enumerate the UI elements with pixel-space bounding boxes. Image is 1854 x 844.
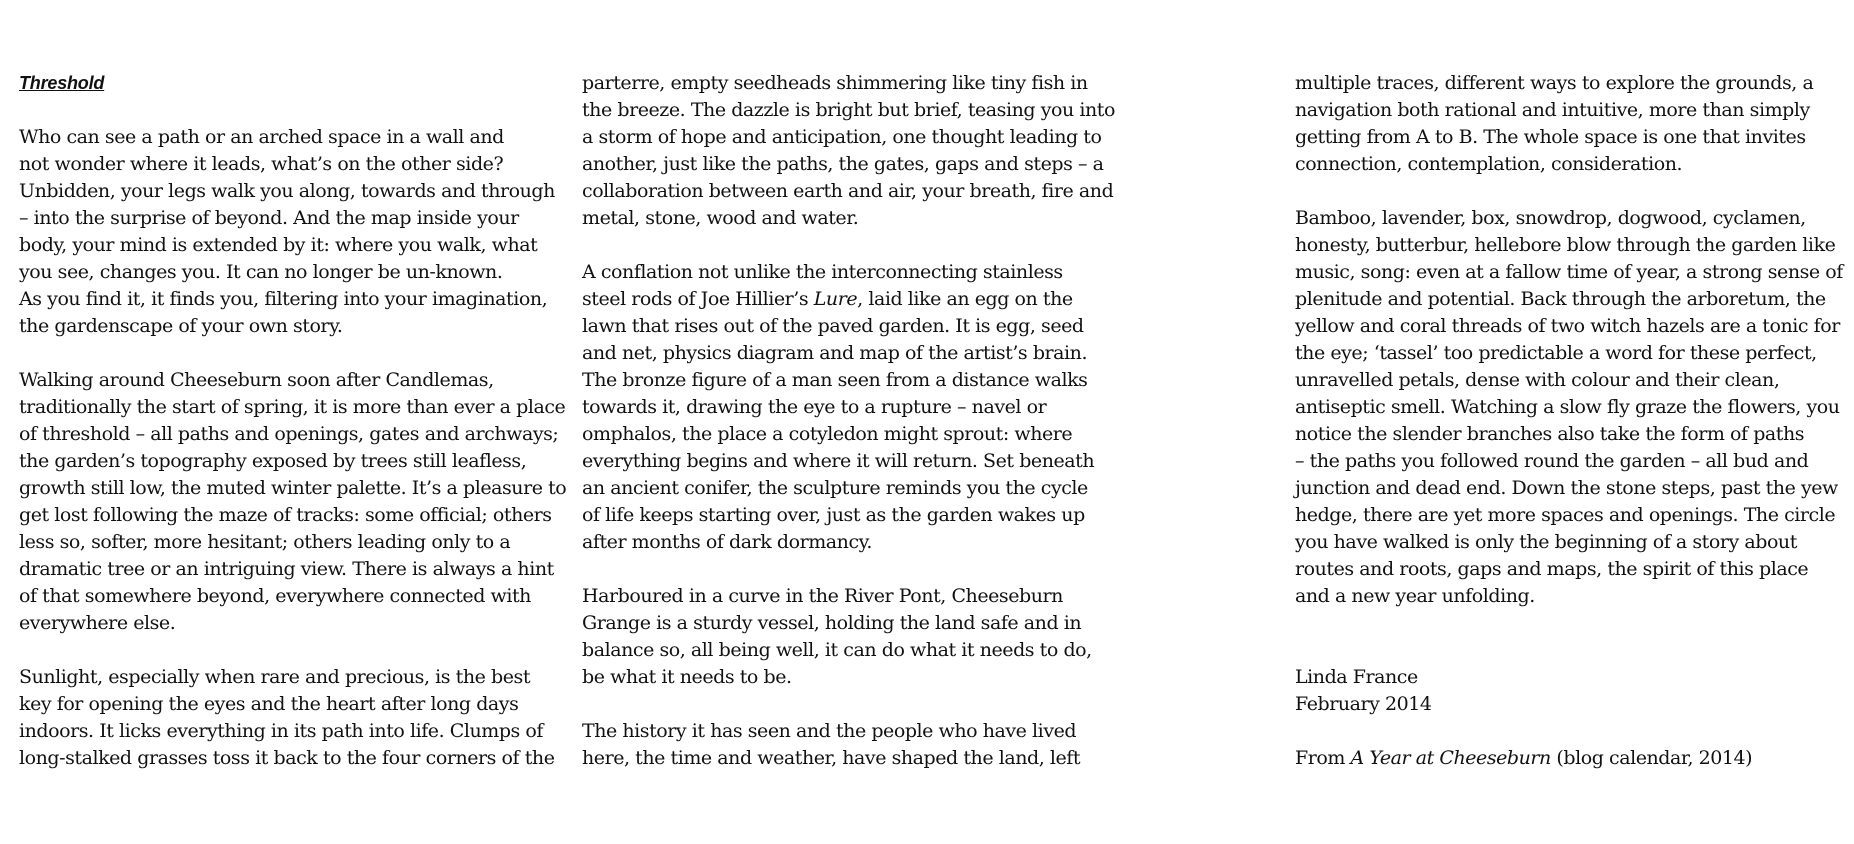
text-line: balance so, all being well, it can do what it needs to do, [582,639,1092,661]
text-line: everywhere else. [19,612,176,634]
text-segment: , laid like an egg on the [857,288,1073,310]
text-line: the garden’s topography exposed by trees still leafless, [19,450,527,472]
column-3 [1295,70,1843,799]
text-line: of life keeps starting over, just as the garden wakes up [582,504,1085,526]
publication-title: A Year at Cheeseburn [1350,747,1551,769]
source-credit [1295,745,1840,772]
text-line: here, the time and weather, have shaped the land, left [582,747,1081,769]
text-line: be what it needs to be. [582,666,792,688]
text-line: – the paths you followed round the garden – all bud and [1295,450,1809,472]
text-line: the eye; ‘tassel’ too predictable a word for these perfect, [1295,342,1817,364]
text-line: after months of dark dormancy. [582,531,873,553]
text-line: junction and dead end. Down the stone steps, past the yew [1295,477,1838,499]
text-line: Sunlight, especially when rare and precious, is the best [19,666,531,688]
paragraph [19,367,567,637]
text-line: Grange is a sturdy vessel, holding the land safe and in [582,612,1082,634]
text-segment: (blog calendar, 2014) [1550,747,1753,769]
text-line: The history it has seen and the people who have lived [582,720,1077,742]
text-line: of that somewhere beyond, everywhere connected with [19,585,531,607]
text-line: A conflation not unlike the interconnecting stainless [582,261,1063,283]
paragraph [1295,70,1840,178]
author-name: Linda France [1295,666,1418,688]
column-2 [582,70,1115,799]
text-line: antiseptic smell. Watching a slow fly graze the flowers, you [1295,396,1840,418]
text-line: collaboration between earth and air, your breath, fire and [582,180,1114,202]
text-segment: steel rods of Joe Hillier’s [582,288,814,310]
text-line: routes and roots, gaps and maps, the spirit of this place [1295,558,1809,580]
text-line: hedge, there are yet more spaces and openings. The circle [1295,504,1836,526]
text-line: the gardenscape of your own story. [19,315,343,337]
text-line: an ancient conifer, the sculpture reminds you the cycle [582,477,1088,499]
text-line: parterre, empty seedheads shimmering like tiny fish in [582,72,1088,94]
text-line: As you find it, it finds you, filtering into your imagination, [19,288,548,310]
text-line: traditionally the start of spring, it is more than ever a place [19,396,566,418]
text-line: Unbidden, your legs walk you along, towards and through [19,180,555,202]
text-line: navigation both rational and intuitive, more than simply [1295,99,1810,121]
text-line: metal, stone, wood and water. [582,207,859,229]
text-line: get lost following the maze of tracks: some official; others [19,504,552,526]
text-line: growth still low, the muted winter palette. It’s a pleasure to [19,477,567,499]
text-line: and net, physics diagram and map of the artist’s brain. [582,342,1088,364]
paragraph [582,583,1112,691]
paragraph [582,70,1115,232]
text-line: Harboured in a curve in the River Pont, Cheeseburn [582,585,1063,607]
text-line: music, song: even at a fallow time of year, a strong sense of [1295,261,1843,283]
column-1 [19,70,567,799]
text-line: you have walked is only the beginning of a story about [1295,531,1797,553]
text-segment: From [1295,747,1351,769]
text-line: the breeze. The dazzle is bright but brief, teasing you into [582,99,1115,121]
text-line: getting from A to B. The whole space is one that invites [1295,126,1806,148]
text-line: notice the slender branches also take the form of paths [1295,423,1805,445]
text-line: The bronze figure of a man seen from a distance walks [582,369,1088,391]
text-line: yellow and coral threads of two witch hazels are a tonic for [1295,315,1840,337]
text-line: not wonder where it leads, what’s on the other side? [19,153,504,175]
signature-block [1295,664,1840,718]
text-line: towards it, drawing the eye to a rupture – navel or [582,396,1047,418]
paragraph [19,664,567,772]
spacer [1295,637,1840,664]
text-line: Walking around Cheeseburn soon after Candlemas, [19,369,494,391]
text-line: multiple traces, different ways to explore the grounds, a [1295,72,1814,94]
artwork-title: Lure [813,288,858,310]
poem-title: Threshold [19,73,105,93]
text-line: another, just like the paths, the gates, gaps and steps – a [582,153,1104,175]
text-line: honesty, butterbur, hellebore blow through the garden like [1295,234,1836,256]
text-line: Bamboo, lavender, box, snowdrop, dogwood, cyclamen, [1295,207,1806,229]
text-line: a storm of hope and anticipation, one thought leading to [582,126,1102,148]
text-line: you see, changes you. It can no longer be un-known. [19,261,503,283]
text-line: indoors. It licks everything in its path into life. Clumps of [19,720,544,742]
paragraph [582,718,1112,772]
paragraph [582,259,1112,556]
paragraph [1295,205,1843,610]
text-line: less so, softer, more hesitant; others leading only to a [19,531,511,553]
date: February 2014 [1295,693,1432,715]
text-line: Who can see a path or an arched space in a wall and [19,126,504,148]
text-line: connection, contemplation, consideration. [1295,153,1683,175]
text-line [582,286,1112,313]
text-line: and a new year unfolding. [1295,585,1535,607]
text-line: – into the surprise of beyond. And the map inside your [19,207,519,229]
text-line: omphalos, the place a cotyledon might sprout: where [582,423,1073,445]
text-line: long-stalked grasses toss it back to the four corners of the [19,747,555,769]
text-line: body, your mind is extended by it: where you walk, what [19,234,538,256]
text-line [1295,745,1840,772]
text-line: lawn that rises out of the paved garden. It is egg, seed [582,315,1084,337]
text-line: plenitude and potential. Back through the arboretum, the [1295,288,1826,310]
text-line: key for opening the eyes and the heart after long days [19,693,519,715]
text-line: everything begins and where it will return. Set beneath [582,450,1095,472]
text-line: dramatic tree or an intriguing view. There is always a hint [19,558,554,580]
text-line: of threshold – all paths and openings, gates and archways; [19,423,559,445]
text-line: unravelled petals, dense with colour and their clean, [1295,369,1780,391]
paragraph [19,124,567,340]
